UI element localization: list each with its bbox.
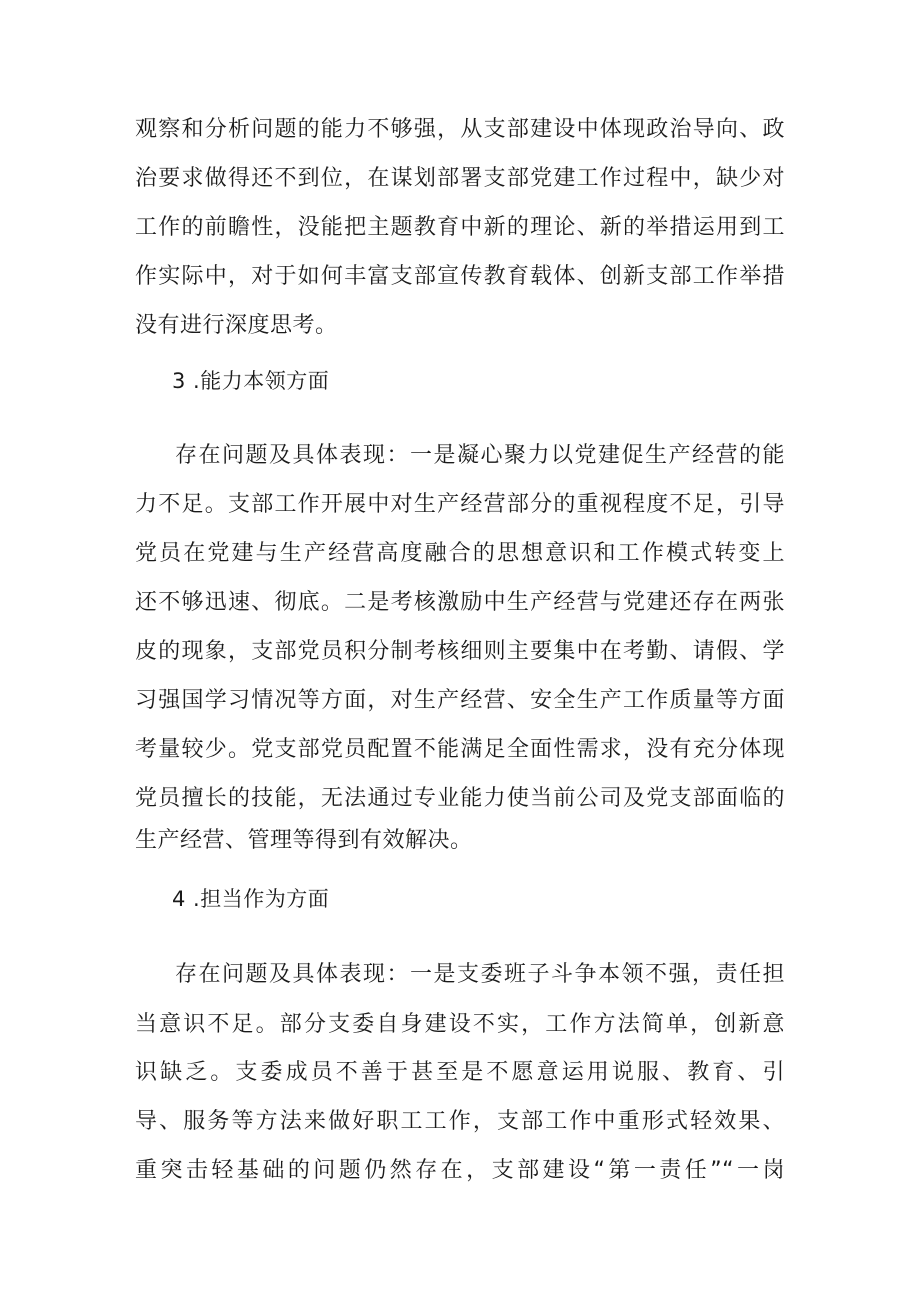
paragraph-1-line-4: 作实际中，对于如何丰富支部宣传教育载体、创新支部工作举措 — [135, 264, 785, 289]
paragraph-2-line-9: 生产经营、管理等得到有效解决。 — [135, 828, 473, 853]
paragraph-2-line-6: 习强国学习情况等方面，对生产经营、安全生产工作质量等方面 — [135, 688, 785, 713]
paragraph-3-line-4: 导、服务等方法来做好职工工作，支部工作中重形式轻效果、 — [135, 1109, 785, 1134]
paragraph-2-line-5: 皮的现象，支部党员积分制考核细则主要集中在考勤、请假、学 — [135, 639, 785, 664]
section-heading-4: 4 .担当作为方面 — [172, 887, 330, 911]
paragraph-3-line-3: 识缺乏。支委成员不善于甚至是不愿意运用说服、教育、引 — [135, 1060, 785, 1085]
paragraph-3-line-2: 当意识不足。部分支委自身建设不实，工作方法简单，创新意 — [135, 1012, 785, 1037]
section-heading-3: 3 .能力本领方面 — [172, 369, 330, 393]
paragraph-1-line-5: 没有进行深度思考。 — [135, 313, 338, 338]
paragraph-1-line-1: 观察和分析问题的能力不够强，从支部建设中体现政治导向、政 — [135, 117, 785, 142]
paragraph-3-line-1: 存在问题及具体表现：一是支委班子斗争本领不强，责任担 — [175, 962, 785, 987]
paragraph-2-line-3: 党员在党建与生产经营高度融合的思想意识和工作模式转变上 — [135, 541, 785, 566]
paragraph-2-line-8: 党员擅长的技能，无法通过专业能力使当前公司及党支部面临的 — [135, 786, 785, 811]
paragraph-1-line-3: 工作的前瞻性，没能把主题教育中新的理论、新的举措运用到工 — [135, 215, 785, 240]
paragraph-2-line-2: 力不足。支部工作开展中对生产经营部分的重视程度不足，引导 — [135, 492, 785, 517]
paragraph-2-line-4: 还不够迅速、彻底。二是考核激励中生产经营与党建还存在两张 — [135, 590, 785, 615]
paragraph-3-line-5: 重突击轻基础的问题仍然存在，支部建设“第一责任”“一岗 — [135, 1158, 785, 1183]
paragraph-2-line-1: 存在问题及具体表现：一是凝心聚力以党建促生产经营的能 — [175, 443, 785, 468]
paragraph-1-line-2: 治要求做得还不到位，在谋划部署支部党建工作过程中，缺少对 — [135, 166, 785, 191]
paragraph-2-line-7: 考量较少。党支部党员配置不能满足全面性需求，没有充分体现 — [135, 737, 785, 762]
